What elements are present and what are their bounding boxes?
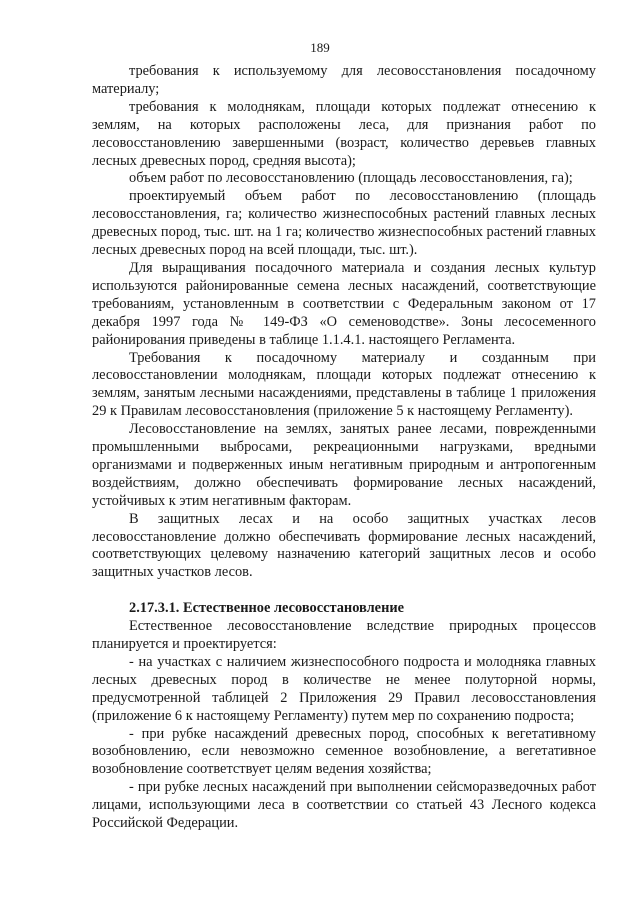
- paragraph-projected-volume: проектируемый объем работ по лесовосстановлению (площадь лесовосстановления, га; количество жизнеспособных растений главных лесных древесных пород, тыс. шт. на 1 га; количество жизнеспособных растений главных лесных древесных пород на всей площади, тыс. шт.).: [92, 188, 596, 259]
- list-item-undergrowth: - на участках с наличием жизнеспособного подроста и молодняка главных лесных древесных пород в количестве не менее полуторной нормы, предусмотренной таблицей 2 Приложения 29 Правил лесовосстановления (приложение 6 к настоящему Регламенту) путем мер по сохранению подроста;: [92, 653, 596, 724]
- page-body: [92, 63, 596, 833]
- list-item-seismic-works: - при рубке лесных насаждений при выполнении сейсморазведочных работ лицами, использующими леса в соответствии со статьей 43 Лесного кодекса Российской Федерации.: [92, 779, 596, 832]
- section-heading: 2.17.3.1. Естественное лесовосстановление: [129, 600, 405, 617]
- paragraph-work-volume: объем работ по лесовосстановлению (площадь лесовосстановления, га);: [129, 170, 573, 187]
- paragraph-planting-material-tables: Требования к посадочному материалу и созданным при лесовосстановлении молоднякам, площади которых подлежат отнесению к землям, занятым лесными насаждениями, представлены в таблице 1 приложения 29 к Правилам лесовосстановления (приложение 5 к настоящему Регламенту).: [92, 349, 596, 420]
- paragraph-seed-zoning: Для выращивания посадочного материала и создания лесных культур используются районированные семена лесных насаждений, соответствующие требованиям, установленным в соответствии с Федеральным законом от 17 декабря 1997 года № 149-ФЗ «О семеноводстве». Зоны лесосеменного районирования приведены в таблице 1.1.4.1. настоящего Регламента.: [92, 259, 596, 348]
- paragraph-young-stand-requirements: требования к молоднякам, площади которых подлежат отнесению к землям, на которых расположены леса, для признания работ по лесовосстановлению завершенными (возраст, количество деревьев главных лесных древесных пород, средняя высота);: [92, 98, 596, 169]
- paragraph-seedling-requirements: требования к используемому для лесовосстановления посадочному материалу;: [92, 63, 596, 97]
- section-intro: Естественное лесовосстановление вследствие природных процессов планируется и проектируется:: [92, 618, 596, 652]
- list-item-vegetative-renewal: - при рубке насаждений древесных пород, способных к вегетативному возобновлению, если невозможно семенное возобновление, а вегетативное возобновление соответствует целям ведения хозяйства;: [92, 725, 596, 778]
- paragraph-protective-forests: В защитных лесах и на особо защитных участках лесов лесовосстановление должно обеспечивать формирование лесных насаждений, соответствующих целевому назначению категорий защитных лесов и особо защитных участков лесов.: [92, 510, 596, 581]
- paragraph-damaged-lands: Лесовосстановление на землях, занятых ранее лесами, поврежденными промышленными выбросами, рекреационными нагрузками, вредными организмами и подверженных иным негативным природным и антропогенным воздействиям, должно обеспечивать формирование лесных насаждений, устойчивых к этим негативным факторам.: [92, 421, 596, 509]
- page-number: 189: [310, 40, 330, 55]
